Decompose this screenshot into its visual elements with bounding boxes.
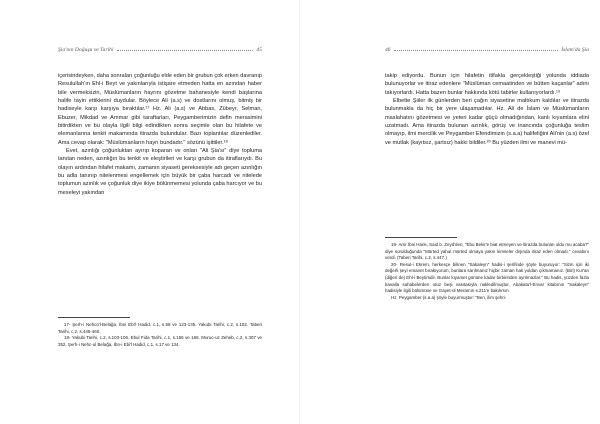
body-paragraph: Evet, azınlığı çoğunluktan ayırıp koparan ve onları "Ali Şia'sı" diye topluma tanıtan neden, azınlığın bu tenkit ve eleştirileri ve karşı grubun da itiraflarıydı. Bu olayın ardından hilafet makamı, zamanın siyaseti gereksesiyle adı geçen azınlığın bu adla tanınıp nitelenmesi engellemek için büyük bir çaba harcadı ve nitelede toplumun azınlık ve çoğunluk diye ikiye bölünmemesi yolunda çaba harcıyor ve bu meseleyi yakından [58,147,262,196]
left-page-footnotes [58,322,262,348]
body-paragraph: içerisindeyken, daha sonraları çoğunluğu elde eden bir grubun çok erken davranıp Resulullah'ın Ehl-i Beyt ve yakınlarıyla istişare etmeden hatta en azından haber bile vermeksizin, Müslümanların hayrını gözetme bahanesiyle kendi başlarına halife tayin ettiklerini duydular. Böylece Ali (a.s) ve dostlarını olmuş, bitmiş bir hadiseyle karşı karşıya bıraktılar.¹⁷ Hz. Ali (a.s) ve Abbas, Zübeyr, Selman, Ebuzer, Mikdad ve Ammar gibi taraftarları, Peygamberimizin defin merasimini bitirdikten ve bu olayla ilgili bilgi edindikten sonra seçimle olan bu hilafete ve elemanlarına tenkit makamında itirazda bulundular. Bazı toplantılar düzenlediler. Ama cevap olarak: "Müslümanların hayrı bundadır." sözünü işittiler.¹⁸ [58,73,262,146]
right-page [300,0,600,424]
left-header-title: Şia'nın Doğuşu ve Tarihi [58,47,114,53]
body-paragraph: takip ediyordu. Bunun için hilafetin itifakla gerçekleştiği yolunda iddiada bulunuyorlar ve itiraz edenlere "Müslüman cemaatinden ve bütten kaçanlar" adını takıyorlardı. Hatta bazen bunlar hakkında kötü tabirler kullanıyorlardı.¹⁹ [385,73,589,96]
right-page-body [385,72,589,147]
left-page-number: 45 [256,47,262,53]
left-page-body [58,72,262,197]
footnote: Hz. Peygamber (s.a.a) şöyle buyurmuştur: "Ben, ilim şehri- [391,294,507,300]
header-leader-dots [117,50,254,51]
right-header-title: İslam'da Şia [561,47,589,53]
footnote: 18- Yakubi Tarihi, c.2, s.103-106. Ebul Fida Tarihi, c.1, s.156 ve 166. Muruc-uz Zeheb, c.2, s.307 ve 352. Şerh-i Nehc-ul Belağa, İbn-i Ebi'l Hadid, c.1, s.17 ve 134. [58,335,262,347]
footnote: 19- Amr İbni Haris, Said b. Zeyd'den, "Ebu Bekir'e biat etmeyen ve itirazda bulunan oldu mu acaba?" diye sorulduğunda "Mürted yahut mürted olmaya yakın kimseler dışında itiraz eden olmadı." cevabını verdi. (Taberi Tarihi, c.2, s.447.) [385,242,589,261]
footnote-rule [385,237,457,238]
footnote: 20- Resul-i Ekrem, herkesçe bilinen "Sakaleyn" hadis-i şerifinde şöyle buyuruyor: "Sizin için iki değerli şeyi emanet bırakıyorum, bunlara sarılmanız hiçbir zaman hak yoldan çıkmamanız. (Biri) Kur'an (diğeri de) Ehl-i Beytimdir. Bunlar kıyamet gününe kadar birbirinden ayrılmazlar." Bu hadis, yüzden fazla kanalla sahabelerden otuz beşi vasıtasıyla nakledilmuştur. Abakatu'l-Envar kitabının "Sakaleyn" hadisiyle ilgili bölümüne ve Gayet-ül Meramın s.211'e bakılırsın. [385,261,589,294]
left-page-header [58,44,262,56]
right-page-header [385,44,589,56]
header-leader-dots [394,50,559,51]
body-paragraph: Elbette Şiiler ilk günlerden beri çağın siyasetine maltıkum kaldılar ve itirazda bulunmakla da hiç bir yere ulaşamadılar. Hz. Ali de İslam ve Müslümanların maslahatını gözetmesi ve yeteri kadar güçü olmadığından, kanlı kıyamlara elini uzatmadı. Ama itirazda bulunan azınlık, görüş ve inancında çoğunluğa teslim olmayıp, ilmi mercilik ve Peygamber Efendimizin (s.a.a) halifeliğini Ali'nin (a.s) özel ve mutlak (kayıtsız, şartsız) hakkı bildiler.²⁰ Bu yüzden ilmi ve manevi mü- [385,97,589,146]
right-page-footnotes [385,242,589,301]
right-page-number: 46 [385,47,391,53]
footnote-rule [58,317,130,318]
footnote: 17- Şerh-i Nehcü'l-Belağa, İbni Ebi'l Hadid, c.1, s.58 ve 123-135. Yakubi Tarihi, c.2, s.102. Taberi Tarihi, c.2, s.445-460. [58,322,262,334]
